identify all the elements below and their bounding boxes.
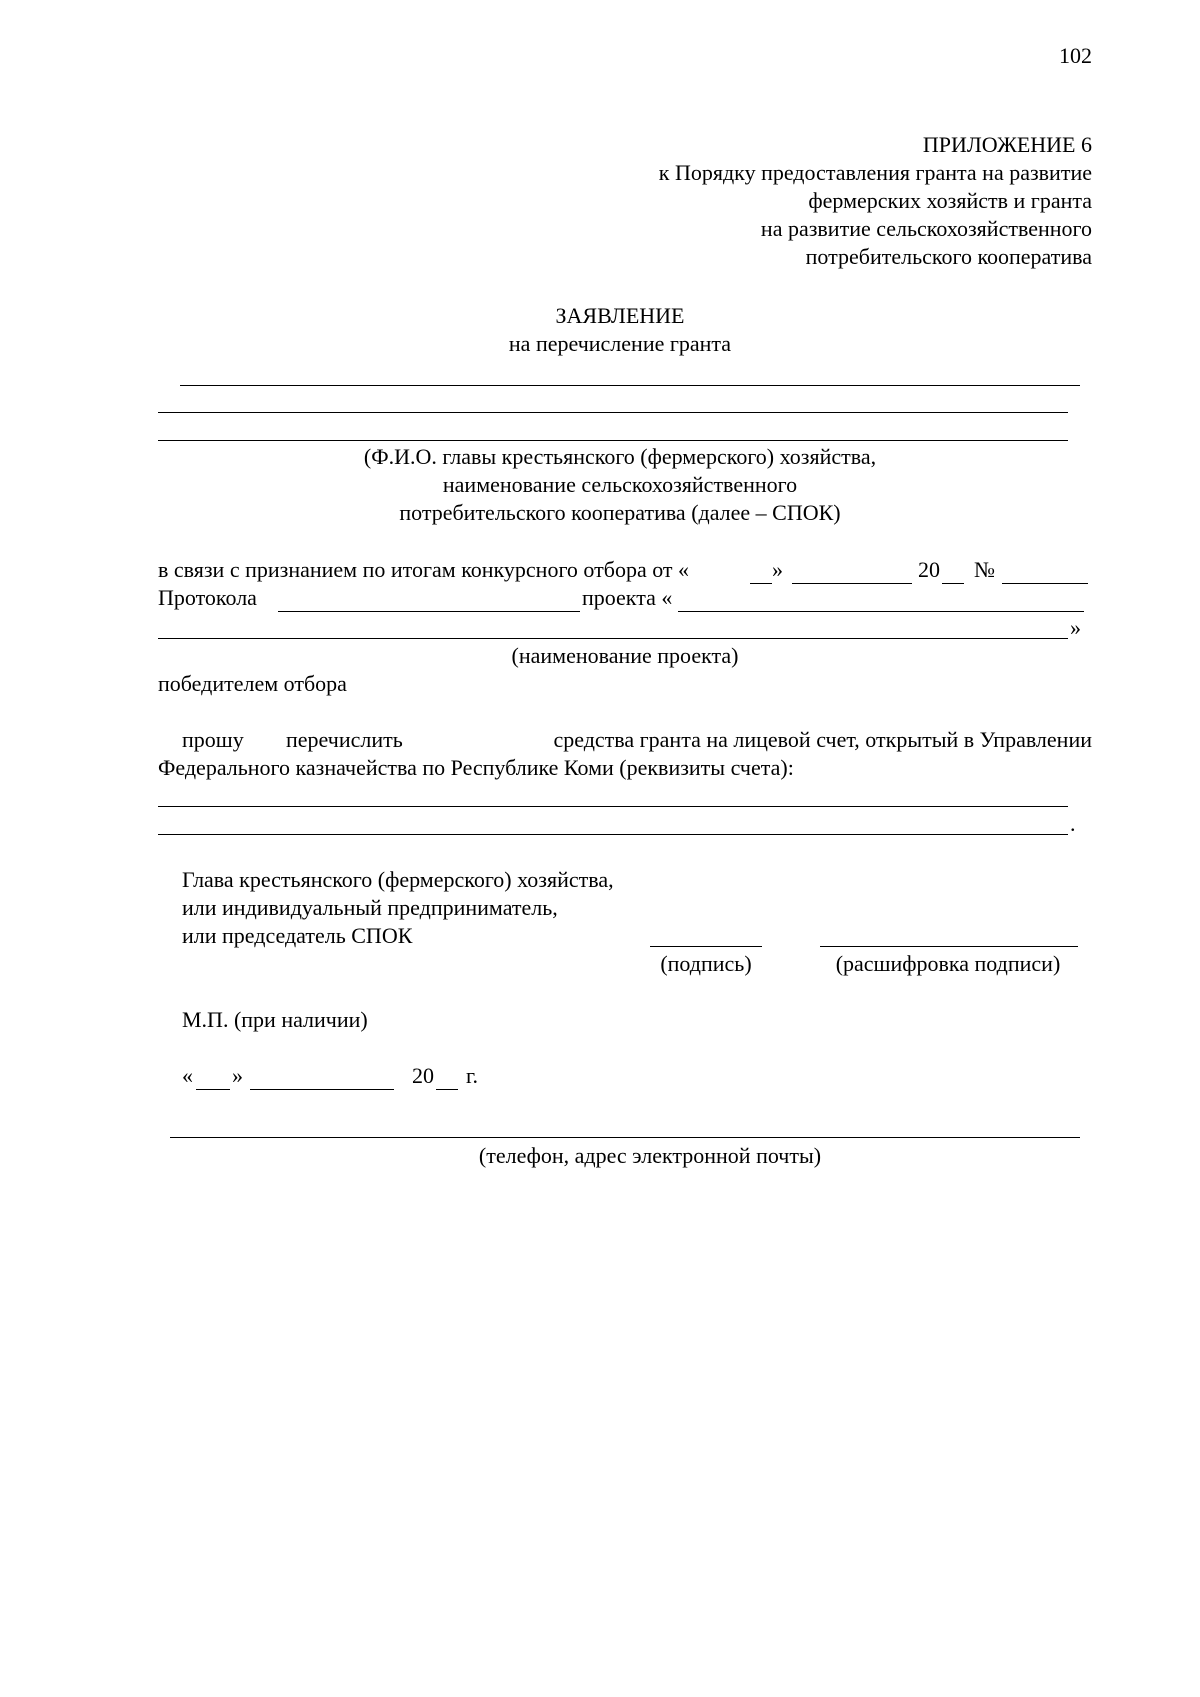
date-year-suffix: г.	[466, 1063, 479, 1088]
project-label: проекта «	[582, 585, 673, 610]
signature-decode-caption: (расшифровка подписи)	[835, 951, 1061, 976]
applicant-line-1[interactable]	[180, 385, 1080, 386]
contest-month-field[interactable]	[792, 583, 912, 584]
project-closing-quote: »	[1070, 615, 1081, 640]
appendix-title: ПРИЛОЖЕНИЕ 6	[922, 132, 1092, 157]
project-field-1[interactable]	[678, 611, 1084, 612]
request-word-1: прошу	[182, 727, 244, 752]
project-caption: (наименование проекта)	[511, 643, 739, 668]
applicant-caption-1: (Ф.И.О. главы крестьянского (фермерского) хозяйства,	[363, 444, 877, 469]
appendix-line-2: фермерских хозяйств и гранта	[808, 188, 1092, 213]
signature-role-2: или индивидуальный предприниматель,	[182, 895, 558, 920]
date-year-prefix: 20	[412, 1063, 434, 1088]
contest-day-close-quote: »	[772, 557, 783, 582]
date-open-quote: «	[182, 1063, 193, 1088]
protocol-label: Протокола	[158, 585, 257, 610]
project-field-2[interactable]	[158, 638, 1068, 639]
contest-day-field[interactable]	[750, 583, 772, 584]
applicant-line-2[interactable]	[158, 412, 1068, 413]
page-number: 102	[1059, 43, 1092, 68]
account-details-end-dot: .	[1070, 811, 1076, 836]
signature-decode-field[interactable]	[820, 946, 1078, 947]
document-subtitle: на перечисление гранта	[508, 331, 732, 356]
winner-text: победителем отбора	[158, 671, 347, 696]
account-details-line-1[interactable]	[158, 806, 1068, 807]
signature-field[interactable]	[650, 946, 762, 947]
signature-caption: (подпись)	[660, 951, 752, 976]
stamp-label: М.П. (при наличии)	[182, 1007, 368, 1032]
account-details-line-2[interactable]	[158, 834, 1068, 835]
date-day-field[interactable]	[196, 1089, 230, 1090]
date-month-field[interactable]	[250, 1089, 394, 1090]
appendix-line-4: потребительского кооператива	[805, 244, 1092, 269]
date-year-field[interactable]	[436, 1089, 458, 1090]
document-title: ЗАЯВЛЕНИЕ	[555, 303, 685, 328]
contact-field[interactable]	[170, 1137, 1080, 1138]
request-rest: средства гранта на лицевой счет, открытый в Управлении	[553, 727, 1092, 752]
request-line-2: Федерального казначейства по Республике Коми (реквизиты счета):	[158, 755, 794, 780]
contest-number-sign: №	[974, 557, 995, 582]
applicant-caption-3: потребительского кооператива (далее – СПОК)	[399, 500, 841, 525]
date-close-quote: »	[232, 1063, 243, 1088]
protocol-field[interactable]	[278, 611, 580, 612]
contest-number-field[interactable]	[1002, 583, 1088, 584]
contest-year-field[interactable]	[942, 583, 964, 584]
contact-caption: (телефон, адрес электронной почты)	[478, 1143, 822, 1168]
request-word-2: перечислить	[286, 727, 403, 752]
signature-role-1: Глава крестьянского (фермерского) хозяйства,	[182, 867, 614, 892]
contest-text: в связи с признанием по итогам конкурсного отбора от «	[158, 557, 690, 582]
contest-year-prefix: 20	[918, 557, 940, 582]
applicant-caption-2: наименование сельскохозяйственного	[442, 472, 798, 497]
appendix-line-1: к Порядку предоставления гранта на развитие	[658, 160, 1092, 185]
applicant-line-3[interactable]	[158, 440, 1068, 441]
appendix-line-3: на развитие сельскохозяйственного	[760, 216, 1092, 241]
signature-role-3: или председатель СПОК	[182, 923, 413, 948]
